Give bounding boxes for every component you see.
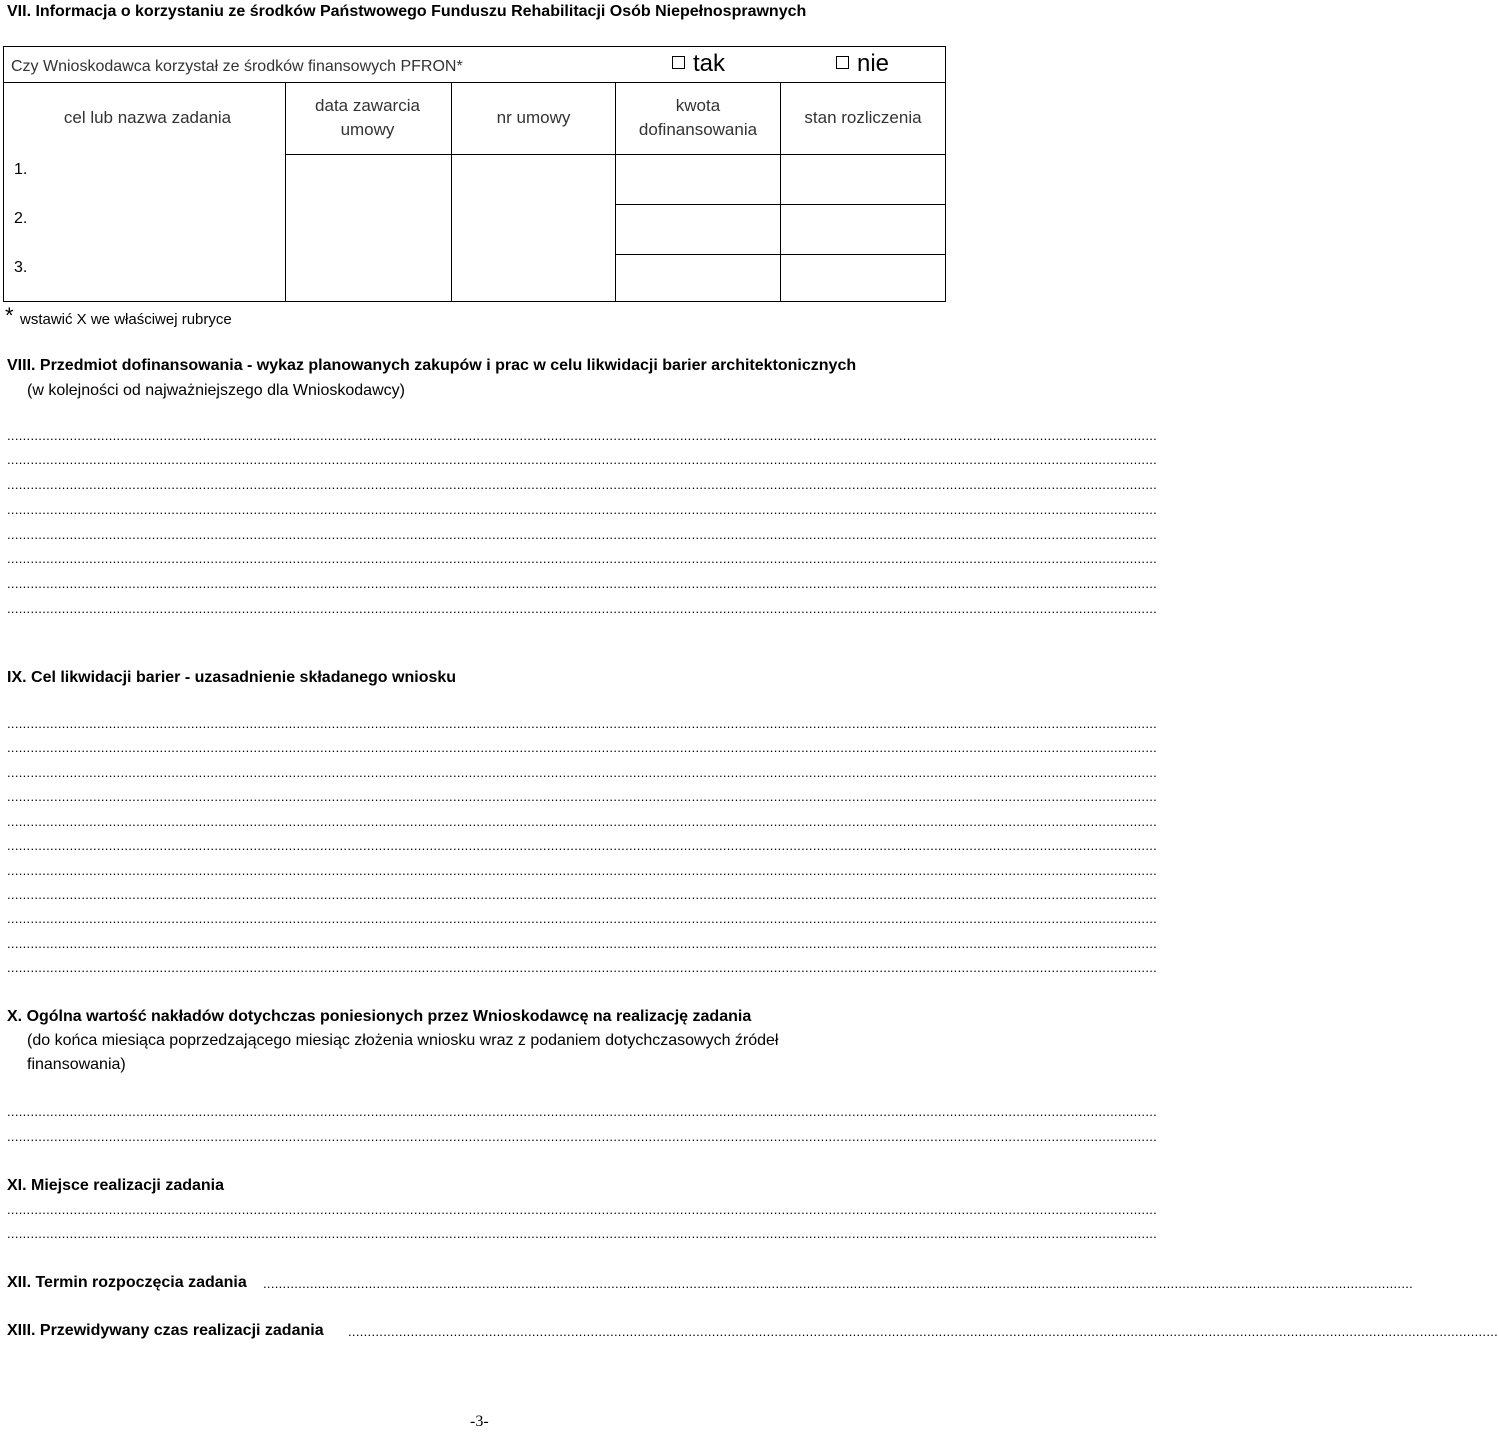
viii-line-6[interactable]: ......................................................................................................................................................................................................................................................................................................: [7, 551, 1158, 566]
xi-line-1[interactable]: ......................................................................................................................................................................................................................................................................................................: [7, 1202, 1158, 1217]
section-xi-title: XI. Miejsce realizacji zadania: [7, 1177, 224, 1194]
section-xiii-title: XIII. Przewidywany czas realizacji zadania: [7, 1322, 324, 1339]
footnote-star: *: [5, 303, 14, 328]
ix-line-11[interactable]: ......................................................................................................................................................................................................................................................................................................: [7, 960, 1158, 975]
viii-line-8[interactable]: ......................................................................................................................................................................................................................................................................................................: [7, 601, 1158, 616]
ix-line-9[interactable]: ......................................................................................................................................................................................................................................................................................................: [7, 911, 1158, 926]
checkbox-yes[interactable]: [672, 56, 685, 69]
ix-line-4[interactable]: ......................................................................................................................................................................................................................................................................................................: [7, 789, 1158, 804]
ix-line-7[interactable]: ......................................................................................................................................................................................................................................................................................................: [7, 863, 1158, 878]
section-x-subtitle-line-2: finansowania): [27, 1056, 126, 1073]
column-header-task: cel lub nazwa zadania: [63, 108, 232, 127]
xi-line-2[interactable]: ......................................................................................................................................................................................................................................................................................................: [7, 1226, 1158, 1241]
section-ix-title: IX. Cel likwidacji barier - uzasadnienie składanego wniosku: [7, 669, 457, 686]
section-xii-title: XII. Termin rozpoczęcia zadania: [7, 1274, 247, 1291]
ix-line-5[interactable]: ......................................................................................................................................................................................................................................................................................................: [7, 814, 1158, 829]
section-viii-title: VIII. Przedmiot dofinansowania - wykaz planowanych zakupów i prac w celu likwidacji barier architektonicznych: [7, 357, 857, 374]
viii-line-3[interactable]: ......................................................................................................................................................................................................................................................................................................: [7, 477, 1158, 492]
column-divider-3: [615, 82, 616, 302]
page-number: -3-: [470, 1413, 489, 1430]
question-row-divider: [3, 82, 946, 83]
ix-line-2[interactable]: ......................................................................................................................................................................................................................................................................................................: [7, 740, 1158, 755]
ix-line-6[interactable]: ......................................................................................................................................................................................................................................................................................................: [7, 838, 1158, 853]
option-no-label: nie: [857, 50, 890, 77]
table-row-3-label: 3.: [14, 259, 28, 276]
section-viii-subtitle: (w kolejności od najważniejszego dla Wnioskodawcy): [27, 382, 405, 399]
viii-line-7[interactable]: ......................................................................................................................................................................................................................................................................................................: [7, 576, 1158, 591]
viii-line-4[interactable]: ......................................................................................................................................................................................................................................................................................................: [7, 502, 1158, 517]
ix-line-1[interactable]: ......................................................................................................................................................................................................................................................................................................: [7, 716, 1158, 731]
section-x-subtitle-line-1: (do końca miesiąca poprzedzającego miesiąc złożenia wniosku wraz z podaniem dotychczasowych źródeł: [27, 1032, 779, 1049]
ix-line-10[interactable]: ......................................................................................................................................................................................................................................................................................................: [7, 936, 1158, 951]
checkbox-no[interactable]: [836, 56, 849, 69]
section-vii-title: VII. Informacja o korzystaniu ze środków Państwowego Funduszu Rehabilitacji Osób Niepełnosprawnych: [7, 3, 807, 20]
option-yes[interactable]: [672, 50, 725, 78]
column-header-amount: kwota dofinansowania: [638, 96, 758, 139]
ix-line-8[interactable]: ......................................................................................................................................................................................................................................................................................................: [7, 887, 1158, 902]
column-divider-1: [285, 82, 286, 302]
x-line-2[interactable]: ......................................................................................................................................................................................................................................................................................................: [7, 1129, 1158, 1144]
start-date-field[interactable]: ......................................................................................................................................................................................................................................................................................................: [263, 1276, 1414, 1291]
column-header-contract-number: nr umowy: [496, 108, 571, 127]
ix-line-3[interactable]: ......................................................................................................................................................................................................................................................................................................: [7, 765, 1158, 780]
option-yes-label: tak: [693, 50, 726, 77]
table-row-2-label: 2.: [14, 210, 28, 227]
table-row-1-label: 1.: [14, 161, 28, 178]
option-no[interactable]: [836, 50, 889, 78]
duration-field[interactable]: ......................................................................................................................................................................................................................................................................................................: [348, 1324, 1498, 1339]
table-frame: [3, 46, 946, 302]
x-line-1[interactable]: ......................................................................................................................................................................................................................................................................................................: [7, 1104, 1158, 1119]
viii-line-2[interactable]: ......................................................................................................................................................................................................................................................................................................: [7, 452, 1158, 467]
viii-line-5[interactable]: ......................................................................................................................................................................................................................................................................................................: [7, 527, 1158, 542]
pfron-question: Czy Wnioskodawca korzystał ze środków finansowych PFRON*: [11, 58, 463, 75]
viii-line-1[interactable]: ......................................................................................................................................................................................................................................................................................................: [7, 428, 1158, 443]
section-x-title: X. Ogólna wartość nakładów dotychczas poniesionych przez Wnioskodawcę na realizację zadania: [7, 1008, 752, 1025]
column-header-contract-date: data zawarcia umowy: [315, 96, 420, 139]
footnote-text: wstawić X we właściwej rubryce: [20, 311, 232, 328]
column-header-settlement: stan rozliczenia: [804, 108, 922, 127]
